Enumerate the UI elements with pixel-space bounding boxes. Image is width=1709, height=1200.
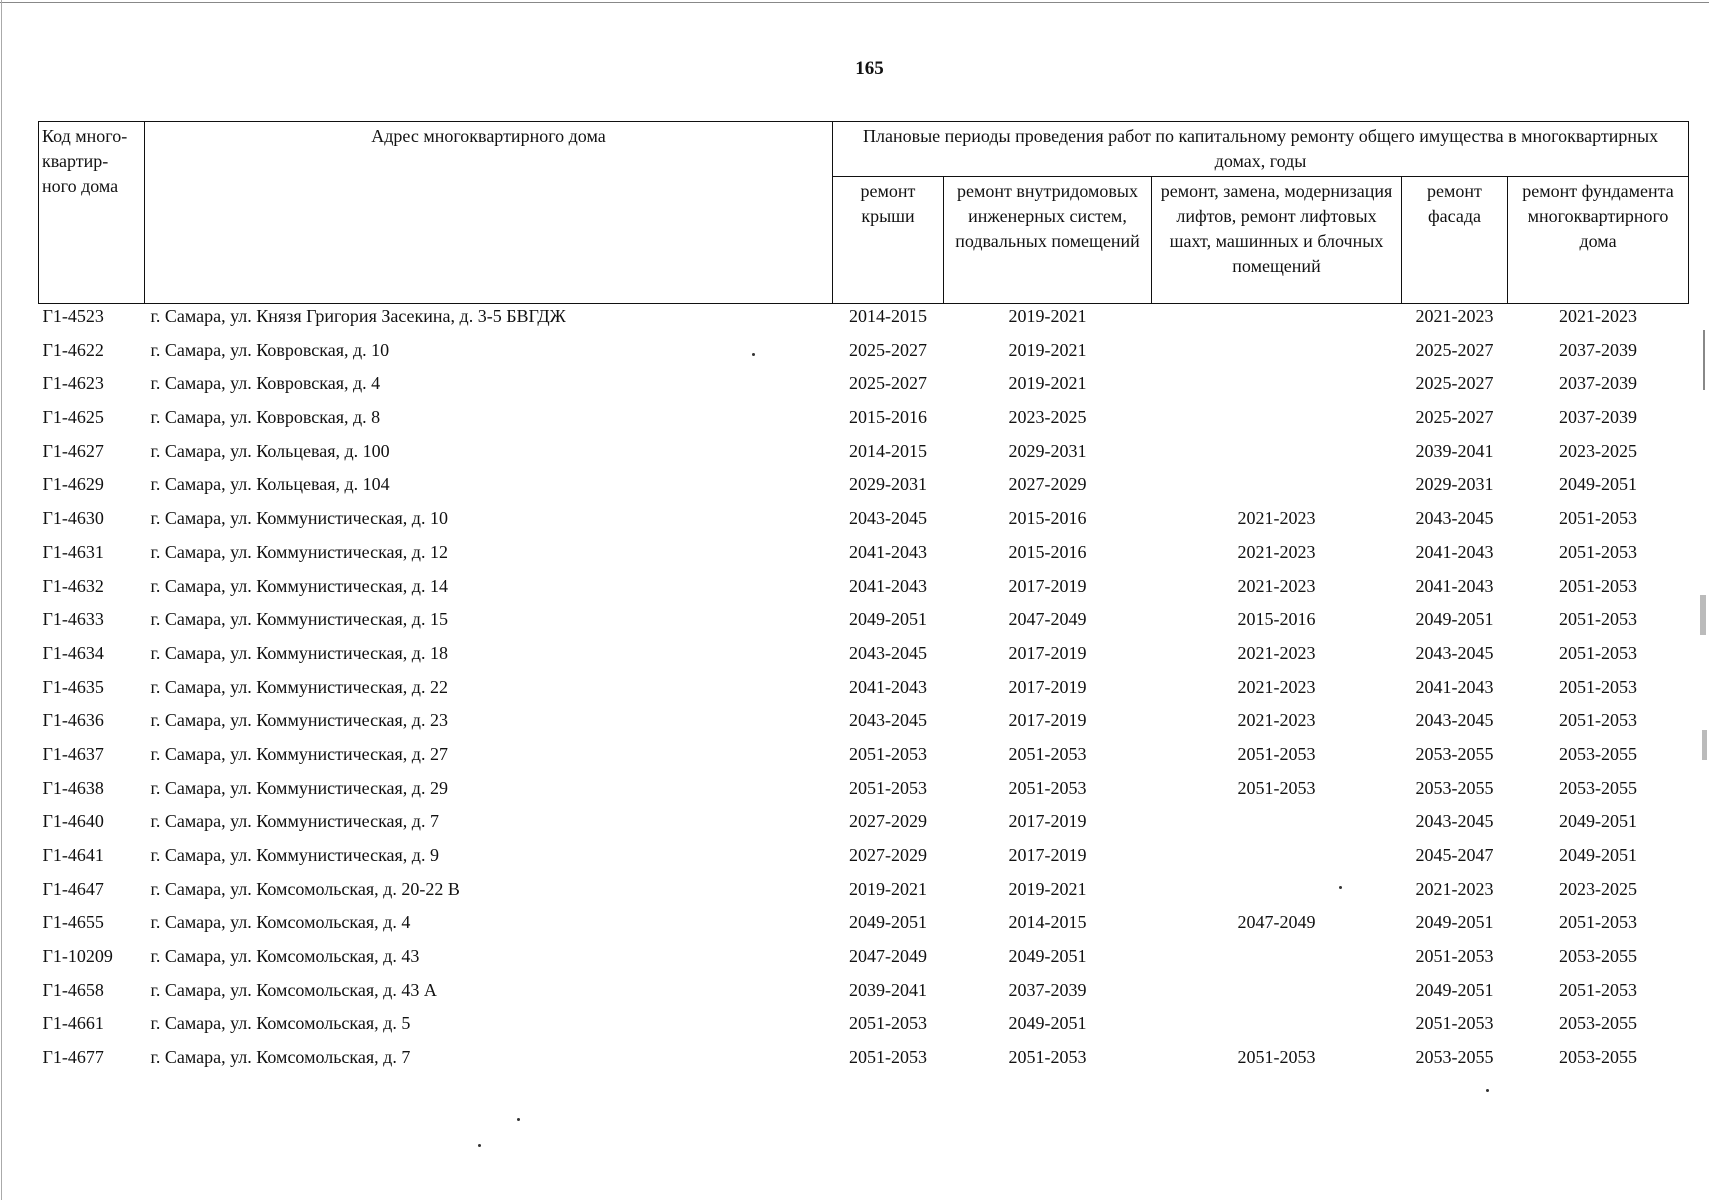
row-address: г. Самара, ул. Комсомольская, д. 43: [150, 946, 420, 967]
table-row: [39, 877, 1689, 911]
row-code: Г1-4627: [42, 440, 104, 461]
row-address: г. Самара, ул. Коммунистическая, д. 27: [150, 743, 448, 764]
row-foundation: 2037-2039: [1559, 339, 1638, 360]
row-lifts: 2051-2053: [1237, 777, 1316, 798]
row-roof: 2051-2053: [849, 1047, 927, 1068]
row-engineering: 2017-2019: [1008, 845, 1087, 865]
scan-speck: [1486, 1089, 1489, 1092]
row-lifts: [1152, 1011, 1402, 1045]
row-code: Г1-4631: [42, 541, 104, 562]
row-address: г. Самара, ул. Кольцевая, д. 104: [150, 474, 390, 495]
table-row: [39, 910, 1689, 944]
row-address: г. Самара, ул. Комсомольская, д. 43 А: [150, 979, 437, 1000]
row-facade: 2041-2043: [1415, 676, 1494, 697]
row-engineering: 2027-2029: [1008, 474, 1087, 495]
row-lifts: [1152, 978, 1402, 1012]
row-lifts: 2015-2016: [1237, 609, 1316, 630]
row-lifts: [1152, 304, 1402, 338]
table-row: [39, 978, 1689, 1012]
row-roof: 2025-2027: [849, 339, 927, 360]
row-roof: 2015-2016: [849, 407, 927, 428]
table-row: [39, 506, 1689, 540]
table-row: [39, 843, 1689, 877]
row-engineering: 2019-2021: [1008, 373, 1087, 394]
table-row: [39, 574, 1689, 608]
row-roof: 2019-2021: [849, 878, 927, 899]
row-lifts: [1152, 877, 1402, 911]
row-engineering: 2051-2053: [1008, 743, 1087, 764]
row-engineering: 2049-2051: [1008, 946, 1087, 967]
row-engineering: 2015-2016: [1008, 541, 1087, 562]
header-roof: ремонт крыши: [833, 177, 944, 304]
scan-mark: [1703, 330, 1705, 390]
table-row: [39, 1045, 1689, 1079]
row-address: г. Самара, ул. Ковровская, д. 4: [150, 373, 381, 394]
table-row: [39, 472, 1689, 506]
table-row: [39, 439, 1689, 473]
header-planned-periods: Плановые периоды проведения работ по капитальному ремонту общего имущества в многоквартирных домах, годы: [833, 122, 1689, 177]
row-address: г. Самара, ул. Ковровская, д. 10: [150, 339, 390, 360]
row-foundation: 2051-2053: [1559, 609, 1638, 630]
row-roof: 2014-2015: [849, 440, 927, 461]
row-engineering: 2051-2053: [1008, 777, 1087, 798]
row-code: Г1-4635: [42, 676, 104, 697]
row-foundation: 2053-2055: [1559, 1047, 1638, 1068]
row-facade: 2043-2045: [1415, 508, 1494, 529]
row-foundation: 2053-2055: [1559, 777, 1638, 798]
scan-speck: [1339, 886, 1342, 889]
row-facade: 2025-2027: [1415, 407, 1494, 428]
header-code: [39, 122, 145, 304]
row-code: Г1-4633: [42, 609, 104, 630]
row-roof: 2025-2027: [849, 373, 927, 394]
row-code: Г1-10209: [42, 946, 113, 967]
header-lifts: ремонт, замена, модернизация лифтов, ремонт лифтовых шахт, машинных и блочных помещений: [1152, 177, 1402, 304]
row-foundation: 2051-2053: [1559, 575, 1638, 596]
row-engineering: 2015-2016: [1008, 508, 1087, 529]
scan-speck: [517, 1118, 520, 1121]
row-engineering: 2029-2031: [1008, 440, 1087, 461]
row-roof: 2027-2029: [849, 845, 927, 865]
table-row: [39, 405, 1689, 439]
scan-speck: [752, 353, 755, 356]
row-facade: 2041-2043: [1415, 575, 1494, 596]
row-lifts: 2021-2023: [1237, 710, 1316, 731]
row-lifts: [1152, 843, 1402, 877]
scan-mark: [1702, 730, 1707, 760]
row-facade: 2043-2045: [1415, 710, 1494, 731]
row-foundation: 2051-2053: [1559, 676, 1638, 697]
table-row: [39, 1011, 1689, 1045]
row-engineering: 2019-2021: [1008, 878, 1087, 899]
header-engineering: ремонт внутридомовых инженерных систем, подвальных помещений: [944, 177, 1152, 304]
row-facade: 2053-2055: [1415, 743, 1494, 764]
row-lifts: [1152, 371, 1402, 405]
row-address: г. Самара, ул. Коммунистическая, д. 15: [150, 609, 448, 630]
row-code: Г1-4638: [42, 777, 104, 798]
row-roof: 2043-2045: [849, 642, 927, 663]
row-roof: 2043-2045: [849, 710, 927, 731]
row-address: г. Самара, ул. Коммунистическая, д. 29: [150, 777, 448, 798]
row-lifts: 2021-2023: [1237, 642, 1316, 663]
repair-schedule-table-wrap: [38, 121, 1688, 1079]
row-code: Г1-4640: [42, 811, 104, 832]
row-facade: 2049-2051: [1415, 912, 1494, 933]
row-address: г. Самара, ул. Коммунистическая, д. 10: [150, 508, 448, 529]
row-code: Г1-4632: [42, 575, 104, 596]
row-facade: 2041-2043: [1415, 541, 1494, 562]
row-foundation: 2051-2053: [1559, 541, 1638, 562]
table-row: [39, 338, 1689, 372]
row-roof: 2051-2053: [849, 1013, 927, 1034]
row-roof: 2051-2053: [849, 777, 927, 798]
row-facade: 2049-2051: [1415, 979, 1494, 1000]
row-code: Г1-4634: [42, 642, 104, 663]
row-address: г. Самара, ул. Коммунистическая, д. 7: [150, 811, 439, 832]
row-foundation: 2037-2039: [1559, 407, 1638, 428]
row-code: Г1-4623: [42, 373, 104, 394]
row-facade: 2025-2027: [1415, 339, 1494, 360]
scan-mark: [1700, 595, 1706, 635]
row-lifts: 2051-2053: [1237, 743, 1316, 764]
row-facade: 2043-2045: [1415, 642, 1494, 663]
row-engineering: 2017-2019: [1008, 811, 1087, 832]
page-number: 165: [855, 58, 884, 79]
row-lifts: [1152, 338, 1402, 372]
row-lifts: [1152, 944, 1402, 978]
row-foundation: 2021-2023: [1559, 306, 1638, 326]
row-code: Г1-4637: [42, 743, 104, 764]
row-foundation: 2051-2053: [1559, 642, 1638, 663]
row-code: Г1-4625: [42, 407, 104, 428]
row-code: Г1-4523: [42, 306, 104, 326]
row-address: г. Самара, ул. Комсомольская, д. 5: [150, 1013, 411, 1034]
row-facade: 2053-2055: [1415, 1047, 1494, 1068]
table-row: [39, 304, 1689, 338]
row-facade: 2025-2027: [1415, 373, 1494, 394]
header-address: Адрес многоквартирного дома: [145, 122, 833, 304]
row-roof: 2041-2043: [849, 541, 927, 562]
row-roof: 2049-2051: [849, 609, 927, 630]
row-foundation: 2023-2025: [1559, 878, 1638, 899]
row-code: Г1-4647: [42, 878, 104, 899]
row-foundation: 2051-2053: [1559, 710, 1638, 731]
row-address: г. Самара, ул. Коммунистическая, д. 12: [150, 541, 448, 562]
header-foundation: ремонт фундамента многоквартирного дома: [1508, 177, 1689, 304]
row-facade: 2043-2045: [1415, 811, 1494, 832]
row-roof: 2041-2043: [849, 676, 927, 697]
row-foundation: 2037-2039: [1559, 373, 1638, 394]
row-foundation: 2051-2053: [1559, 508, 1638, 529]
row-code: Г1-4677: [42, 1047, 104, 1068]
row-address: г. Самара, ул. Коммунистическая, д. 9: [150, 845, 439, 865]
table-row: [39, 607, 1689, 641]
row-code: Г1-4629: [42, 474, 104, 495]
row-facade: 2029-2031: [1415, 474, 1494, 495]
row-roof: 2014-2015: [849, 306, 927, 326]
row-foundation: 2049-2051: [1559, 845, 1638, 865]
row-roof: 2027-2029: [849, 811, 927, 832]
row-code: Г1-4658: [42, 979, 104, 1000]
row-address: г. Самара, ул. Коммунистическая, д. 23: [150, 710, 448, 731]
row-foundation: 2049-2051: [1559, 811, 1638, 832]
row-facade: 2049-2051: [1415, 609, 1494, 630]
table-row: [39, 540, 1689, 574]
row-engineering: 2023-2025: [1008, 407, 1087, 428]
table-row: [39, 742, 1689, 776]
header-code-line: Код много-: [42, 126, 128, 146]
table-row: [39, 641, 1689, 675]
row-lifts: 2047-2049: [1237, 912, 1316, 933]
row-address: г. Самара, ул. Комсомольская, д. 7: [150, 1047, 411, 1068]
table-row: [39, 675, 1689, 709]
row-address: г. Самара, ул. Коммунистическая, д. 18: [150, 642, 448, 663]
row-facade: 2053-2055: [1415, 777, 1494, 798]
header-code-line: квартир-: [42, 151, 109, 171]
table-body: [39, 304, 1689, 1079]
repair-schedule-table: [38, 121, 1689, 1079]
row-facade: 2021-2023: [1415, 306, 1494, 326]
row-address: г. Самара, ул. Комсомольская, д. 20-22 В: [150, 878, 460, 899]
row-lifts: 2051-2053: [1237, 1047, 1316, 1068]
table-row: [39, 371, 1689, 405]
row-engineering: 2049-2051: [1008, 1013, 1087, 1034]
row-foundation: 2051-2053: [1559, 979, 1638, 1000]
row-roof: 2043-2045: [849, 508, 927, 529]
row-engineering: 2017-2019: [1008, 575, 1087, 596]
row-roof: 2047-2049: [849, 946, 927, 967]
row-address: г. Самара, ул. Коммунистическая, д. 14: [150, 575, 448, 596]
row-lifts: [1152, 472, 1402, 506]
row-engineering: 2019-2021: [1008, 339, 1087, 360]
row-facade: 2051-2053: [1415, 1013, 1494, 1034]
row-code: Г1-4661: [42, 1013, 104, 1034]
table-row: [39, 776, 1689, 810]
row-foundation: 2053-2055: [1559, 743, 1638, 764]
row-lifts: [1152, 439, 1402, 473]
row-facade: 2045-2047: [1415, 845, 1494, 865]
table-row: [39, 809, 1689, 843]
header-facade: ремонт фасада: [1402, 177, 1508, 304]
table-row: [39, 708, 1689, 742]
row-engineering: 2017-2019: [1008, 642, 1087, 663]
scan-edge-left: [1, 0, 2, 1200]
row-code: Г1-4655: [42, 912, 104, 933]
scan-edge-top: [0, 2, 1709, 3]
table-row: [39, 944, 1689, 978]
row-lifts: 2021-2023: [1237, 676, 1316, 697]
row-engineering: 2014-2015: [1008, 912, 1087, 933]
row-facade: 2021-2023: [1415, 878, 1494, 899]
row-foundation: 2053-2055: [1559, 1013, 1638, 1034]
row-facade: 2051-2053: [1415, 946, 1494, 967]
row-address: г. Самара, ул. Кольцевая, д. 100: [150, 440, 390, 461]
header-code-line: ного дома: [42, 176, 119, 196]
row-engineering: 2037-2039: [1008, 979, 1087, 1000]
row-code: Г1-4622: [42, 339, 104, 360]
row-address: г. Самара, ул. Ковровская, д. 8: [150, 407, 381, 428]
row-facade: 2039-2041: [1415, 440, 1494, 461]
row-lifts: 2021-2023: [1237, 541, 1316, 562]
row-roof: 2049-2051: [849, 912, 927, 933]
row-address: г. Самара, ул. Коммунистическая, д. 22: [150, 676, 448, 697]
row-code: Г1-4641: [42, 845, 104, 865]
row-foundation: 2051-2053: [1559, 912, 1638, 933]
row-lifts: [1152, 405, 1402, 439]
row-engineering: 2017-2019: [1008, 676, 1087, 697]
row-lifts: 2021-2023: [1237, 575, 1316, 596]
row-code: Г1-4630: [42, 508, 104, 529]
row-roof: 2051-2053: [849, 743, 927, 764]
row-engineering: 2017-2019: [1008, 710, 1087, 731]
scan-speck: [478, 1144, 481, 1147]
row-foundation: 2049-2051: [1559, 474, 1638, 495]
row-foundation: 2053-2055: [1559, 946, 1638, 967]
row-code: Г1-4636: [42, 710, 104, 731]
row-engineering: 2051-2053: [1008, 1047, 1087, 1068]
table-header: [39, 122, 1689, 304]
row-address: г. Самара, ул. Князя Григория Засекина, д. 3-5 БВГДЖ: [150, 306, 566, 326]
row-engineering: 2047-2049: [1008, 609, 1087, 630]
row-lifts: [1152, 809, 1402, 843]
row-roof: 2041-2043: [849, 575, 927, 596]
row-lifts: 2021-2023: [1237, 508, 1316, 529]
row-roof: 2029-2031: [849, 474, 927, 495]
row-engineering: 2019-2021: [1008, 306, 1087, 326]
row-address: г. Самара, ул. Комсомольская, д. 4: [150, 912, 411, 933]
row-foundation: 2023-2025: [1559, 440, 1638, 461]
row-roof: 2039-2041: [849, 979, 927, 1000]
